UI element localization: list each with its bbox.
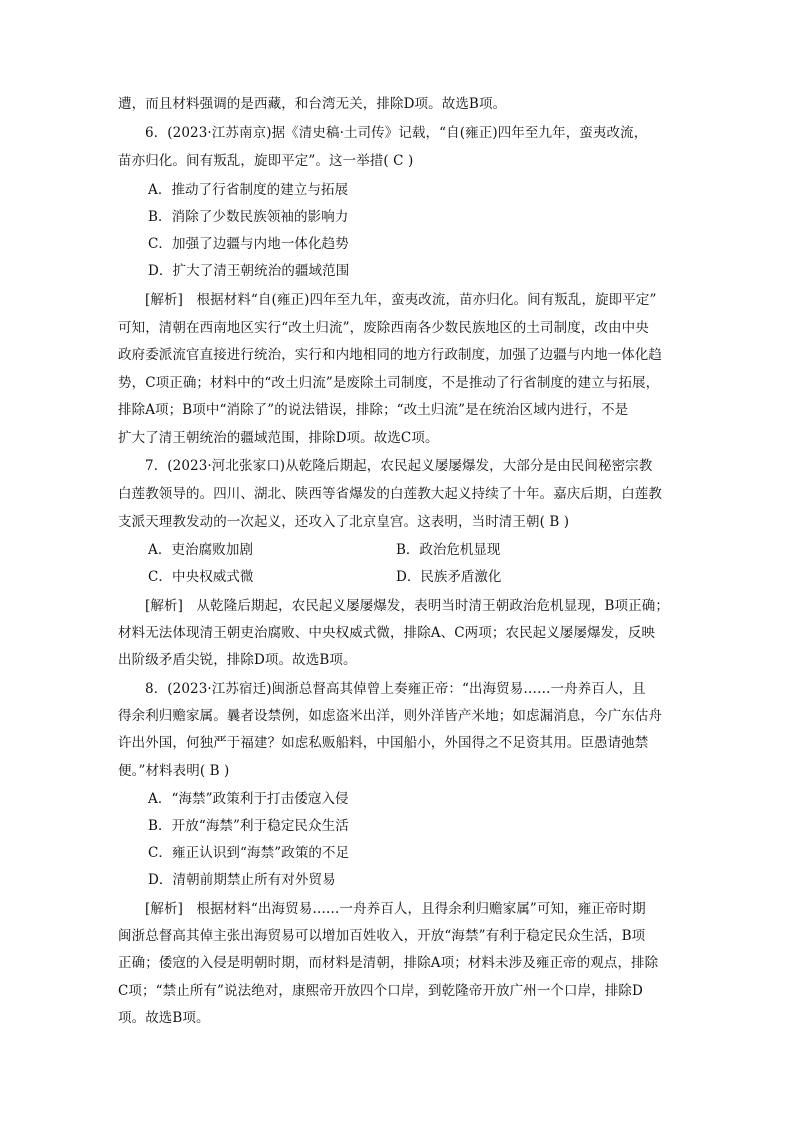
text-line: 白莲教领导的。四川、湖北、陕西等省爆发的白莲教大起义持续了十年。嘉庆后期，白莲教 <box>118 486 662 502</box>
option-b: B．政治危机显现 <box>396 542 501 558</box>
option-a: A．“海禁”政策利于打击倭寇入侵 <box>148 791 349 807</box>
text-line: 势，C项正确；材料中的“改土归流”是废除土司制度，不是推动了行省制度的建立与拓展， <box>118 375 660 391</box>
text-line: 遭，而且材料强调的是西藏，和台湾无关，排除D项。故选B项。 <box>118 96 507 112</box>
question-8-stem: 8．(2023·江苏宿迁)闽浙总督高其倬曾上奏雍正帝：“出海贸易……一舟养百人，且 <box>145 681 646 697</box>
option-b: B．消除了少数民族领袖的影响力 <box>148 209 349 225</box>
option-d: D．民族矛盾激化 <box>396 569 502 585</box>
option-c: C．中央权威式微 <box>148 569 254 585</box>
text-line: 出阶级矛盾尖锐，排除D项。故选B项。 <box>118 652 357 668</box>
text-line: 得余利归赡家属。曩者设禁例，如虑盗米出洋，则外洋皆产米地；如虑漏消息，今广东估舟 <box>118 708 662 724</box>
analysis-8: [解析] 根据材料“出海贸易……一舟养百人，且得余利归赡家属”可知，雍正帝时期 <box>145 901 646 917</box>
text-line: 项。故选B项。 <box>118 1010 210 1026</box>
option-d: D．扩大了清王朝统治的疆域范围 <box>148 263 350 279</box>
option-a: A．推动了行省制度的建立与拓展 <box>148 182 349 198</box>
option-d: D．清朝前期禁止所有对外贸易 <box>148 872 336 888</box>
text-line: 正确；倭寇的入侵是明朝时期，而材料是清朝，排除A项；材料未涉及雍正帝的观点，排除 <box>118 955 659 971</box>
text-line: 苗亦归化。间有叛乱，旋即平定”。这一举措( C ) <box>118 153 414 169</box>
question-7-stem: 7．(2023·河北张家口)从乾隆后期起，农民起义屡屡爆发，大部分是由民间秘密宗教 <box>145 458 653 474</box>
option-a: A．吏治腐败加剧 <box>148 542 254 558</box>
text-line: 政府委派流官直接进行统治，实行和内地相同的地方行政制度，加强了边疆与内地一体化趋 <box>118 347 662 363</box>
option-b: B．开放“海禁”利于稳定民众生活 <box>148 818 349 834</box>
text-line: 可知，清朝在西南地区实行“改土归流”，废除西南各少数民族地区的土司制度，改由中央 <box>118 320 649 336</box>
text-line: 便。”材料表明( B ) <box>118 763 230 779</box>
text-line: 许出外国，何独严于福建？如虑私贩船料，中国船小，外国得之不足资其用。臣愚请弛禁 <box>118 735 649 751</box>
text-line: 扩大了清王朝统治的疆域范围，排除D项。故选C项。 <box>118 430 439 446</box>
text-line: C项；“禁止所有”说法绝对，康熙帝开放四个口岸，到乾隆帝开放广州一个口岸，排除D <box>118 983 643 999</box>
text-line: 闽浙总督高其倬主张出海贸易可以增加百姓收入，开放“海禁”有利于稳定民众生活，B项 <box>118 928 646 944</box>
option-c: C．雍正认识到“海禁”政策的不足 <box>148 845 350 861</box>
text-line: 排除A项；B项中“消除了”的说法错误，排除；“改土归流”是在统治区域内进行，不是 <box>118 402 629 418</box>
text-line: 材料无法体现清王朝吏治腐败、中央权威式微，排除A、C两项；农民起义屡屡爆发，反映 <box>118 625 656 641</box>
text-line: 支派天理教发动的一次起义，还攻入了北京皇宫。这表明，当时清王朝( B ) <box>118 514 570 530</box>
analysis-6: [解析] 根据材料“自(雍正)四年至九年，蛮夷改流，苗亦归化。间有叛乱，旋即平定” <box>145 292 657 308</box>
question-6-stem: 6．(2023·江苏南京)据《清史稿·土司传》记载，“自(雍正)四年至九年，蛮夷改流， <box>145 125 648 141</box>
analysis-7: [解析] 从乾隆后期起，农民起义屡屡爆发，表明当时清王朝政治危机显现，B项正确； <box>145 598 669 614</box>
option-c: C．加强了边疆与内地一体化趋势 <box>148 236 349 252</box>
